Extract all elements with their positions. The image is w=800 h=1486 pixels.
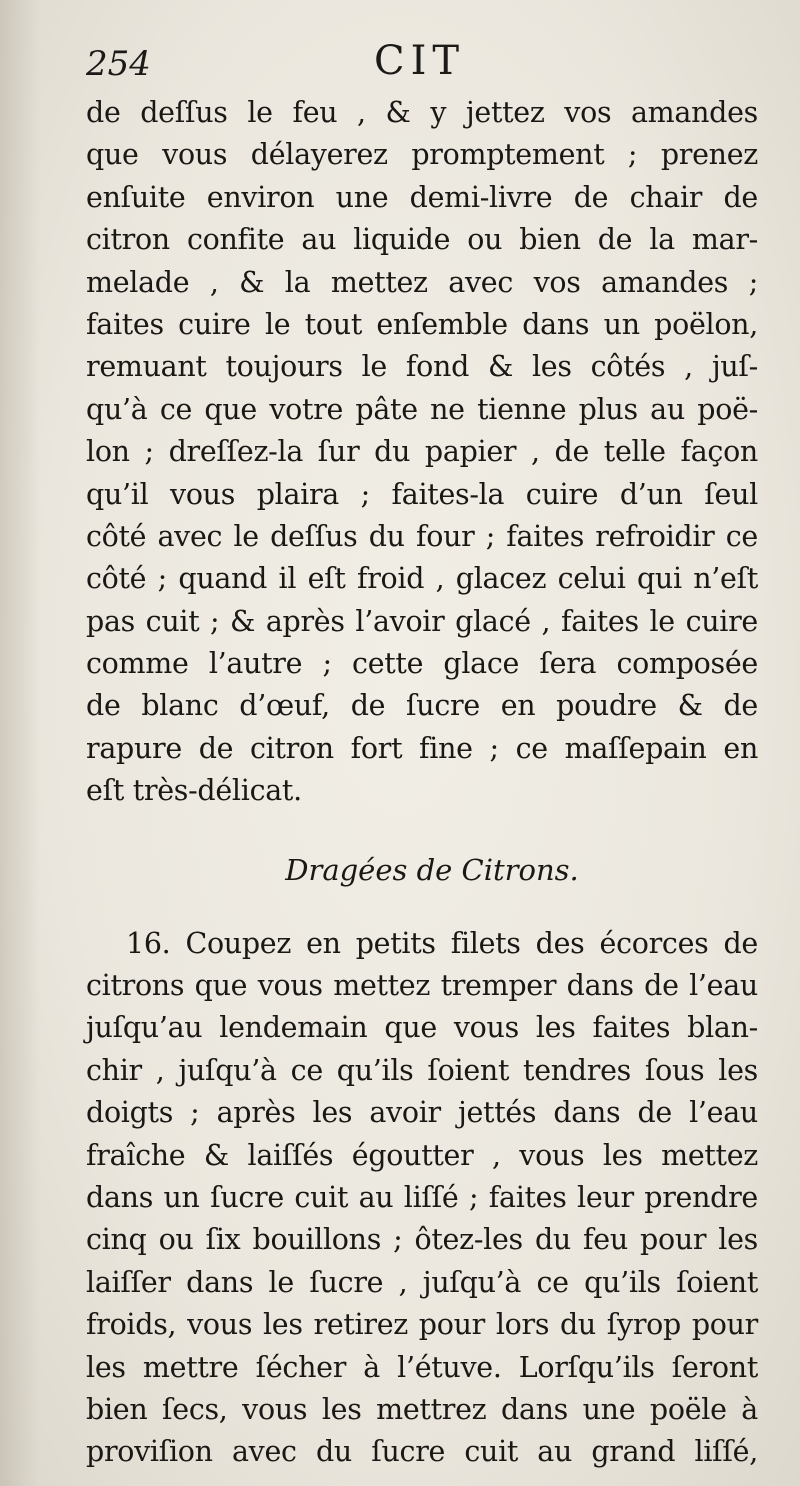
section-heading: Dragées de Citrons. (285, 852, 579, 887)
text-line: que vous délayerez promptement ; prenez (86, 138, 758, 172)
text-line: eſt très-délicat. (86, 774, 302, 808)
text-line: côté avec le deſſus du four ; faites refroidir ce (86, 519, 758, 553)
text-line: de deſſus le feu , & y jettez vos amandes (86, 96, 758, 129)
page-text (86, 92, 758, 1474)
text-line: comme l’autre ; cette glace ſera composée (86, 647, 758, 681)
page-number: 254 (86, 44, 151, 84)
text-line: cinq ou ſix bouillons ; ôtez-les du feu pour les (86, 1223, 758, 1257)
text-line: 16. Coupez en petits filets des écorces de (126, 926, 758, 960)
text-line: proviſion avec du ſucre cuit au grand liſſé, (86, 1435, 758, 1469)
text-line: pas cuit ; & après l’avoir glacé , faites le cuire (86, 604, 758, 638)
text-line: rapure de citron fort fine ; ce maſſepain en (86, 731, 758, 765)
text-line: juſqu’au lendemain que vous les faites blan- (86, 1011, 758, 1045)
text-line: froids, vous les retirez pour lors du ſyrop pour (86, 1308, 758, 1342)
text-line: dans un ſucre cuit au liſſé ; faites leur prendre (86, 1180, 758, 1214)
header-word: CIT (374, 38, 466, 84)
text-line: de blanc d’œuf, de ſucre en poudre & de (86, 689, 758, 723)
page-gutter-shadow (0, 0, 40, 1486)
text-line: qu’il vous plaira ; faites-la cuire d’un ſeul (86, 477, 758, 511)
text-line: fraîche & laiſſés égoutter , vous les mettez (86, 1138, 758, 1172)
text-line: citron confite au liquide ou bien de la mar- (86, 223, 758, 257)
paragraph-1 (86, 92, 758, 813)
text-line: qu’à ce que votre pâte ne tienne plus au poë- (86, 392, 758, 426)
text-line: chir , juſqu’à ce qu’ils ſoient tendres ſous les (86, 1053, 758, 1087)
text-line: côté ; quand il eſt froid , glacez celui qui n’eſt (86, 562, 758, 596)
running-head (86, 38, 766, 88)
text-line: lon ; dreſſez-la ſur du papier , de telle façon (86, 435, 758, 469)
text-line: doigts ; après les avoir jettés dans de l’eau (86, 1096, 758, 1130)
text-line: remuant toujours le fond & les côtés , juſ- (86, 350, 758, 384)
text-line: melade , & la mettez avec vos amandes ; (86, 265, 758, 299)
text-line: enſuite environ une demi-livre de chair de (86, 180, 758, 214)
text-line: laiſſer dans le ſucre , juſqu’à ce qu’ils ſoient (86, 1265, 758, 1299)
text-line: les mettre ſécher à l’étuve. Lorſqu’ils ſeront (86, 1350, 758, 1384)
text-line: bien ſecs, vous les mettrez dans une poële à (86, 1392, 758, 1426)
text-line: citrons que vous mettez tremper dans de l’eau (86, 969, 758, 1003)
text-line: faites cuire le tout enſemble dans un poëlon, (86, 307, 758, 341)
paragraph-2 (86, 923, 758, 1474)
